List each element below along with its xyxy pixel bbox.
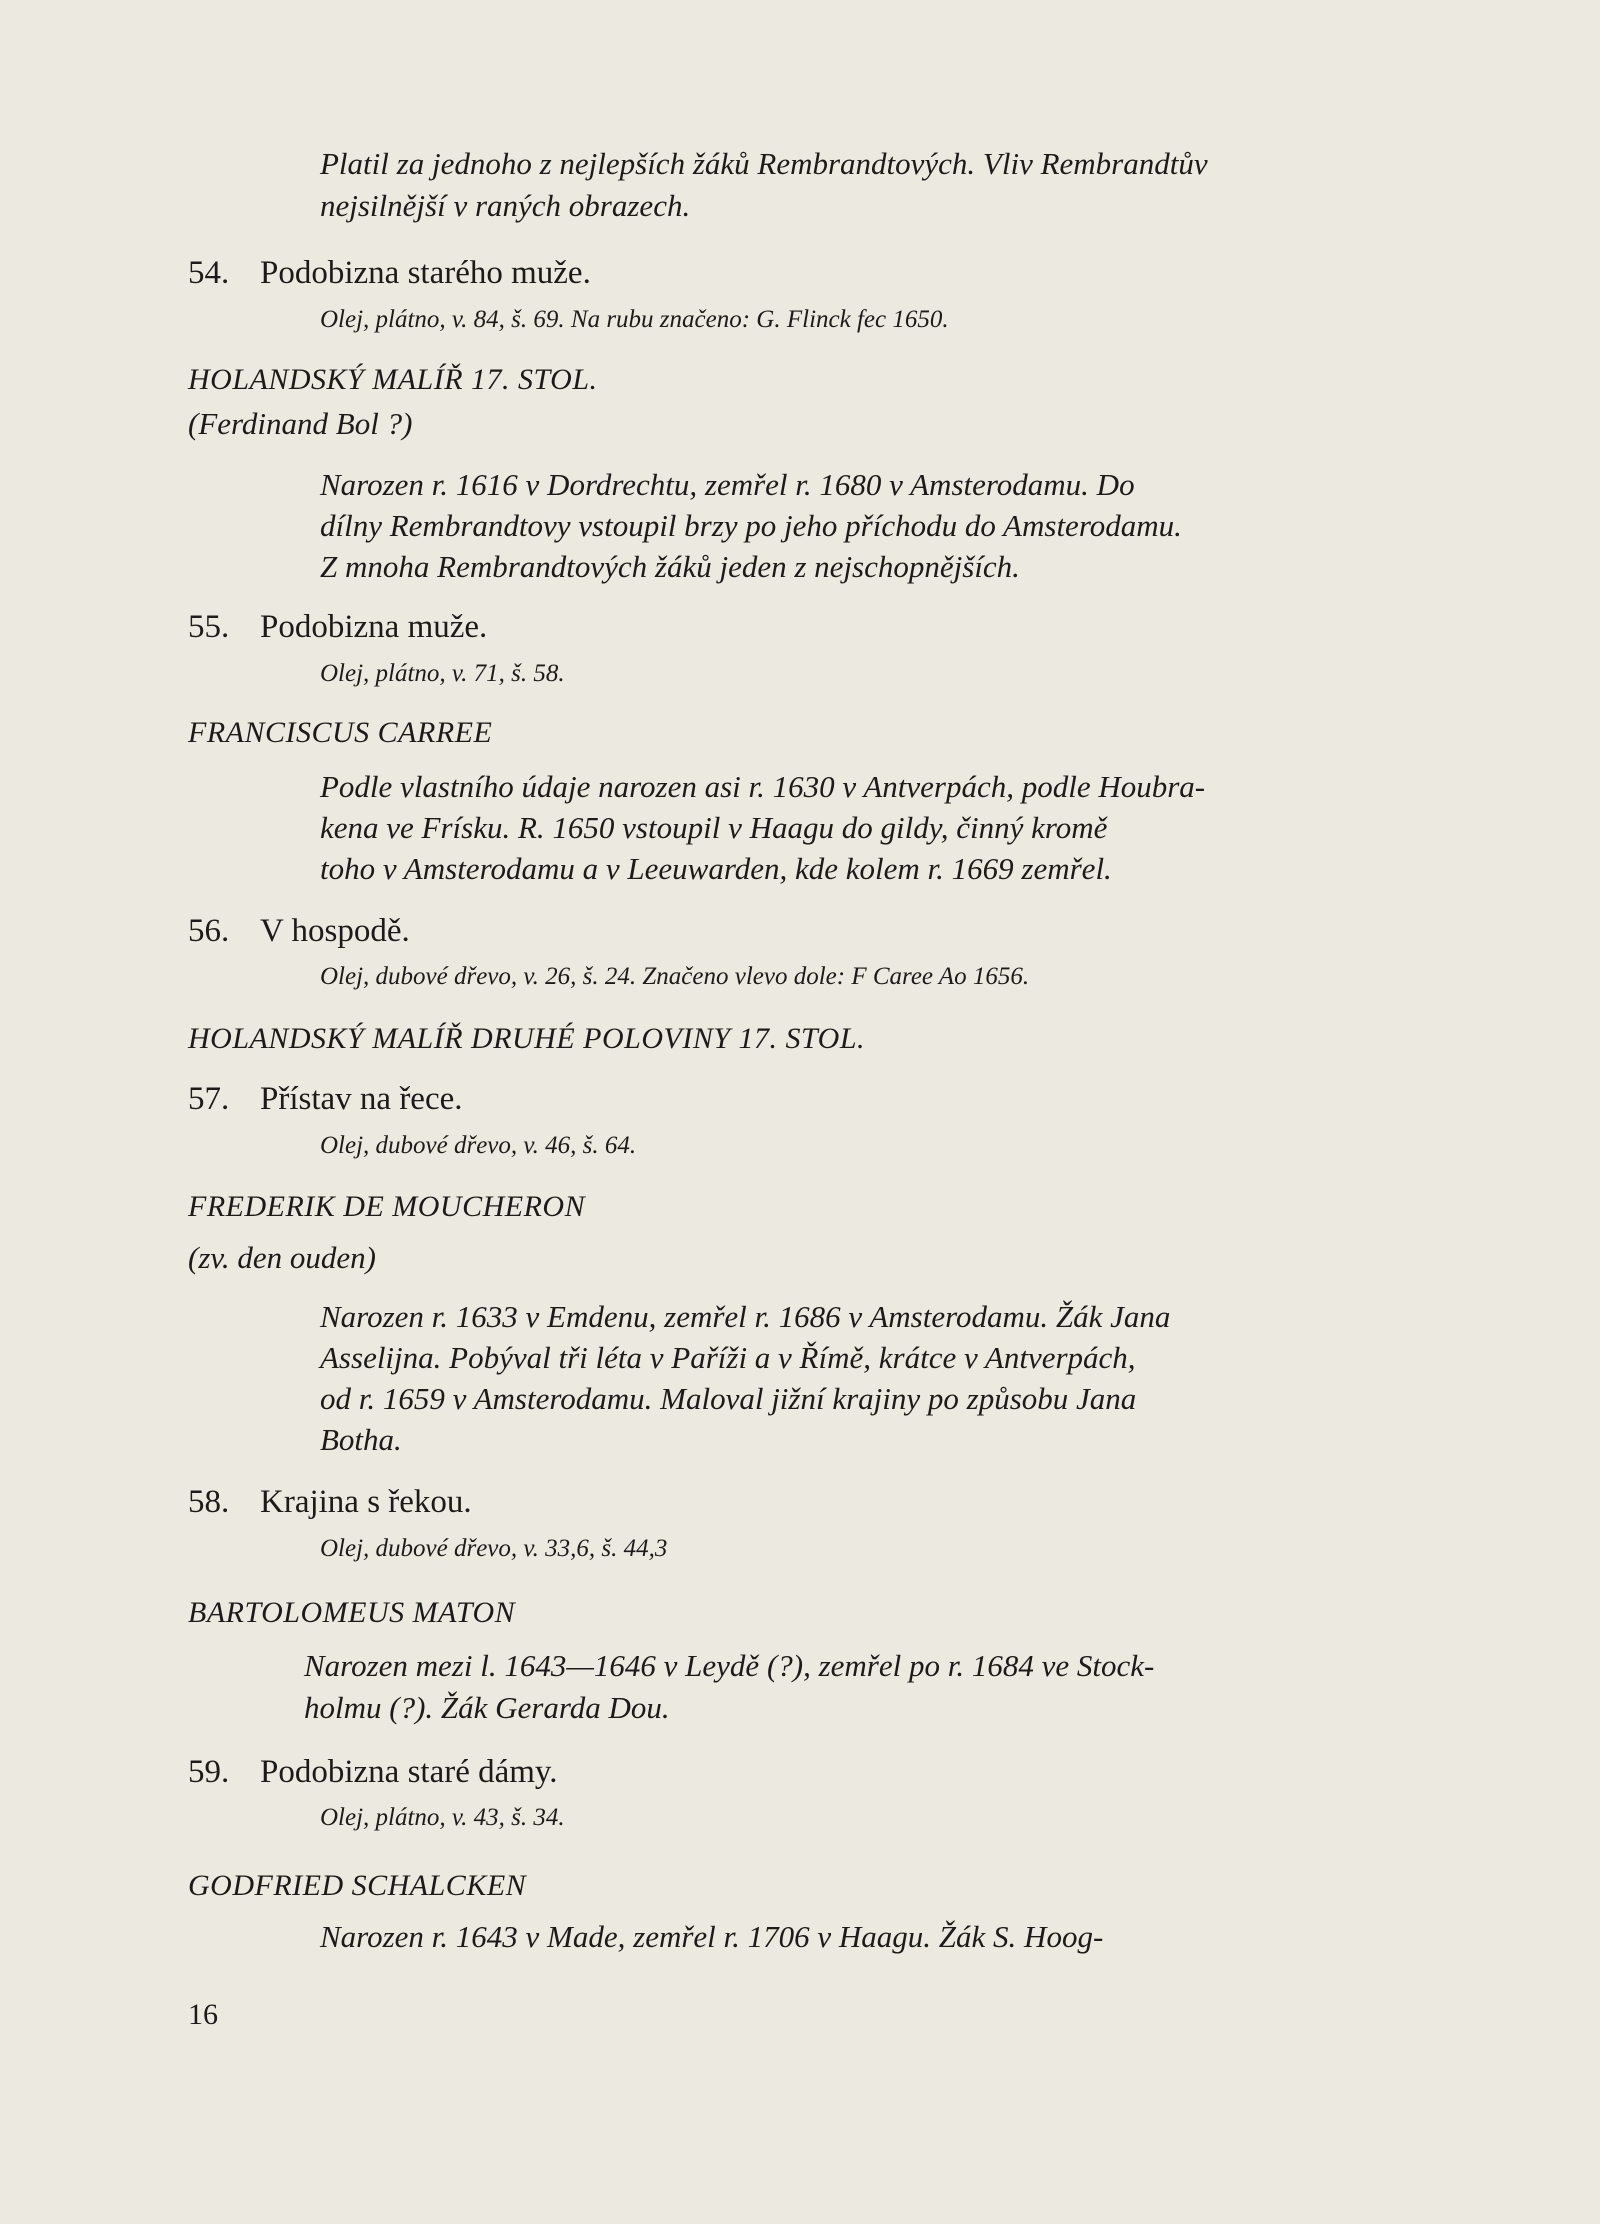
artist-bio-line: holmu (?). Žák Gerarda Dou.: [304, 1690, 670, 1725]
entry-number: 58.: [188, 1484, 230, 1520]
entry-title: V hospodě.: [260, 913, 410, 949]
entry-meta: Olej, dubové dřevo, v. 26, š. 24. Značeno vlevo dole: F Caree Ao 1656.: [320, 963, 1030, 990]
artist-bio-line: Asselijna. Pobýval tři léta v Paříži a v Římě, krátce v Antverpách,: [320, 1340, 1136, 1375]
entry-meta: Olej, plátno, v. 71, š. 58.: [320, 660, 565, 687]
entry-number: 54.: [188, 255, 230, 291]
artist-heading: BARTOLOMEUS MATON: [188, 1596, 516, 1629]
entry-title: Přístav na řece.: [260, 1081, 463, 1117]
catalog-entry-title: [188, 915, 410, 948]
intro-line: nejsilnější v raných obrazech.: [320, 188, 691, 223]
catalog-entry-title: [188, 611, 487, 644]
artist-heading: GODFRIED SCHALCKEN: [188, 1869, 527, 1902]
artist-heading: FREDERIK DE MOUCHERON: [188, 1190, 586, 1223]
artist-heading: HOLANDSKÝ MALÍŘ DRUHÉ POLOVINY 17. STOL.: [188, 1022, 866, 1055]
artist-bio-line: kena ve Frísku. R. 1650 vstoupil v Haagu do gildy, činný kromě: [320, 810, 1108, 845]
entry-title: Krajina s řekou.: [260, 1484, 472, 1520]
artist-bio-line: dílny Rembrandtovy vstoupil brzy po jeho příchodu do Amsterodamu.: [320, 508, 1182, 543]
artist-heading: HOLANDSKÝ MALÍŘ 17. STOL.: [188, 363, 598, 396]
artist-bio-line: Narozen r. 1616 v Dordrechtu, zemřel r. 1680 v Amsterodamu. Do: [320, 467, 1135, 502]
entry-meta: Olej, plátno, v. 43, š. 34.: [320, 1804, 565, 1831]
artist-bio-line: Podle vlastního údaje narozen asi r. 1630 v Antverpách, podle Houbra-: [320, 769, 1206, 804]
entry-meta: Olej, dubové dřevo, v. 46, š. 64.: [320, 1132, 637, 1159]
artist-bio-line: Narozen r. 1643 v Made, zemřel r. 1706 v Haagu. Žák S. Hoog-: [320, 1919, 1104, 1954]
artist-heading: FRANCISCUS CARREE: [188, 716, 493, 749]
artist-bio-line: toho v Amsterodamu a v Leeuwarden, kde kolem r. 1669 zemřel.: [320, 851, 1112, 886]
intro-line: Platil za jednoho z nejlepších žáků Rembrandtových. Vliv Rembrandtův: [320, 146, 1208, 181]
entry-meta: Olej, plátno, v. 84, š. 69. Na rubu značeno: G. Flinck fec 1650.: [320, 306, 949, 333]
artist-attribution: (Ferdinand Bol ?): [188, 406, 413, 441]
entry-title: Podobizna muže.: [260, 609, 488, 645]
entry-number: 56.: [188, 913, 230, 949]
catalog-entry-title: [188, 257, 591, 290]
artist-bio-line: Botha.: [320, 1422, 402, 1457]
artist-bio-line: Narozen mezi l. 1643—1646 v Leydě (?), zemřel po r. 1684 ve Stock-: [304, 1648, 1155, 1683]
artist-attribution: (zv. den ouden): [188, 1240, 376, 1275]
catalog-entry-title: [188, 1486, 472, 1519]
artist-bio-line: od r. 1659 v Amsterodamu. Maloval jižní krajiny po způsobu Jana: [320, 1381, 1137, 1416]
entry-number: 57.: [188, 1081, 230, 1117]
entry-title: Podobizna staré dámy.: [260, 1754, 558, 1790]
entry-title: Podobizna starého muže.: [260, 255, 591, 291]
page-number: 16: [188, 1998, 218, 2031]
entry-number: 59.: [188, 1754, 230, 1790]
artist-bio-line: Z mnoha Rembrandtových žáků jeden z nejschopnějších.: [320, 549, 1020, 584]
entry-number: 55.: [188, 609, 230, 645]
catalog-entry-title: [188, 1756, 558, 1789]
artist-bio-line: Narozen r. 1633 v Emdenu, zemřel r. 1686 v Amsterodamu. Žák Jana: [320, 1299, 1171, 1334]
catalog-entry-title: [188, 1083, 463, 1116]
entry-meta: Olej, dubové dřevo, v. 33,6, š. 44,3: [320, 1535, 668, 1562]
